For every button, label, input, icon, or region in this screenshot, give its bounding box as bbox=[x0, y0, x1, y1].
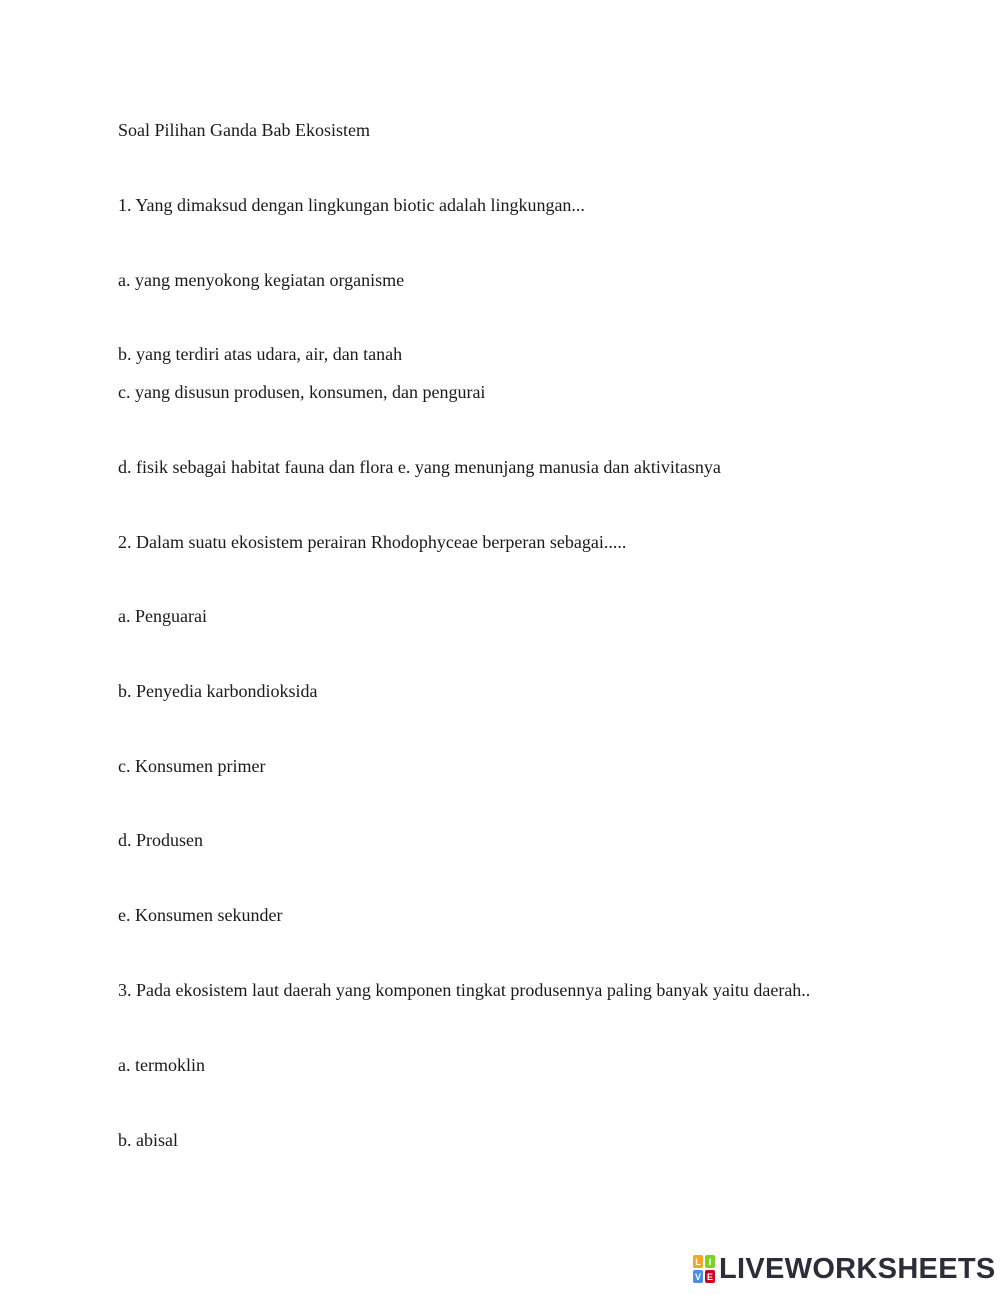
question-1-option-b: b. yang terdiri atas udara, air, dan tanah bbox=[118, 344, 403, 364]
liveworksheets-logo-icon bbox=[693, 1255, 715, 1283]
question-3-option-a: a. termoklin bbox=[118, 1055, 205, 1075]
liveworksheets-logo bbox=[693, 1254, 996, 1284]
svg-text:I: I bbox=[708, 1257, 712, 1267]
svg-text:V: V bbox=[694, 1272, 702, 1282]
question-1-option-d-e: d. fisik sebagai habitat fauna dan flora e. yang menunjang manusia dan aktivitasnya bbox=[118, 457, 721, 477]
question-2: 2. Dalam suatu ekosistem perairan Rhodophyceae berperan sebagai..... bbox=[118, 532, 627, 552]
question-3: 3. Pada ekosistem laut daerah yang komponen tingkat produsennya paling banyak yaitu daerah.. bbox=[118, 980, 811, 1000]
question-3-option-b: b. abisal bbox=[118, 1130, 178, 1150]
question-2-option-b: b. Penyedia karbondioksida bbox=[118, 681, 318, 701]
question-1-option-a: a. yang menyokong kegiatan organisme bbox=[118, 270, 405, 290]
svg-text:L: L bbox=[695, 1257, 701, 1267]
question-2-option-c: c. Konsumen primer bbox=[118, 756, 266, 776]
document-title: Soal Pilihan Ganda Bab Ekosistem bbox=[118, 120, 370, 140]
question-2-option-e: e. Konsumen sekunder bbox=[118, 905, 283, 925]
svg-text:E: E bbox=[706, 1272, 714, 1282]
question-2-option-a: a. Penguarai bbox=[118, 606, 207, 626]
question-2-option-d: d. Produsen bbox=[118, 830, 203, 850]
liveworksheets-logo-text: LIVEWORKSHEETS bbox=[719, 1253, 996, 1285]
question-1-option-c: c. yang disusun produsen, konsumen, dan pengurai bbox=[118, 382, 486, 402]
question-1: 1. Yang dimaksud dengan lingkungan biotic adalah lingkungan... bbox=[118, 195, 585, 215]
